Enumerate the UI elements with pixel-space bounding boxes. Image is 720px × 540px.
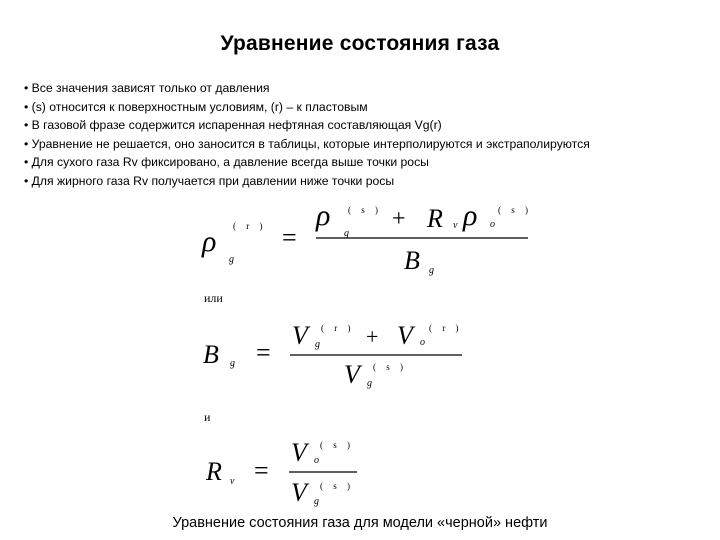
- eq3-sub-o: o: [314, 455, 319, 466]
- eq2-B: B: [203, 340, 219, 369]
- bullet-item: • В газовой фразе содержится испаренная нефтяная составляющая Vg(r): [24, 116, 714, 135]
- eq1-sub-g: g: [229, 254, 234, 265]
- eq3-den-sub-g: g: [314, 496, 319, 507]
- eq1-sub-v: v: [453, 220, 458, 231]
- eq1-num-sub-g: g: [344, 228, 349, 239]
- bullet-item: • Все значения зависят только от давления: [24, 79, 714, 98]
- eq2-sub-o: o: [420, 337, 425, 348]
- eq1-num-sup-s: ( s ): [348, 205, 382, 215]
- eq2-equals: =: [256, 338, 271, 367]
- eq2-sub-g1: g: [315, 339, 320, 350]
- eq2-sup-r2: ( r ): [429, 323, 463, 333]
- slide-title: Уравнение состояния газа: [220, 32, 500, 55]
- eq2-den-sub-g: g: [367, 378, 372, 389]
- eq2-V2: V: [397, 321, 413, 350]
- eq2-sub-g: g: [230, 358, 235, 369]
- eq2-plus: +: [366, 324, 379, 349]
- eq1-B: B: [404, 246, 420, 275]
- eq3-sub-v: v: [230, 476, 235, 487]
- eq1-plus: +: [392, 206, 406, 232]
- eq1-equals: =: [282, 223, 297, 252]
- bullet-item: • (s) относится к поверхностным условиям, (r) – к пластовым: [24, 98, 714, 117]
- eq1-sup-r: ( r ): [233, 221, 267, 231]
- connector-and: и: [204, 410, 211, 424]
- eq1-rho-o: ρ: [463, 199, 478, 232]
- eq1-sup-s: ( s ): [498, 205, 532, 215]
- slide-caption: Уравнение состояния газа для модели «черной» нефти: [172, 515, 548, 531]
- eq1-sub-o: o: [490, 219, 495, 230]
- equation-rv: [205, 438, 357, 507]
- eq2-V1: V: [292, 321, 308, 350]
- eq3-R: R: [206, 457, 222, 486]
- bullet-item: • Уравнение не решается, оно заносится в таблицы, которые интерполируются и экстраполируются: [24, 135, 714, 154]
- equation-gas-fvf: [203, 321, 463, 389]
- eq3-den-sup-s: ( s ): [320, 481, 354, 491]
- eq1-rho: ρ: [202, 225, 217, 258]
- eq3-V-den: V: [291, 478, 307, 507]
- eq1-num-rho: ρ: [316, 199, 331, 232]
- bullet-item: • Для жирного газа Rv получается при давлении ниже точки росы: [24, 172, 714, 191]
- eq3-num-sup-s: ( s ): [320, 440, 354, 450]
- eq2-den-sup-s: ( s ): [373, 362, 407, 372]
- eq1-den-sub-g: g: [429, 265, 434, 276]
- connector-or: или: [204, 291, 223, 305]
- equation-gas-density: [201, 199, 532, 276]
- eq2-V3: V: [344, 360, 360, 389]
- bullet-item: • Для сухого газа Rv фиксировано, а давление всегда выше точки росы: [24, 153, 714, 172]
- eq3-V-num: V: [291, 438, 307, 467]
- eq3-equals: =: [254, 456, 269, 485]
- eq1-R: R: [427, 204, 443, 233]
- eq2-sup-r1: ( r ): [321, 323, 355, 333]
